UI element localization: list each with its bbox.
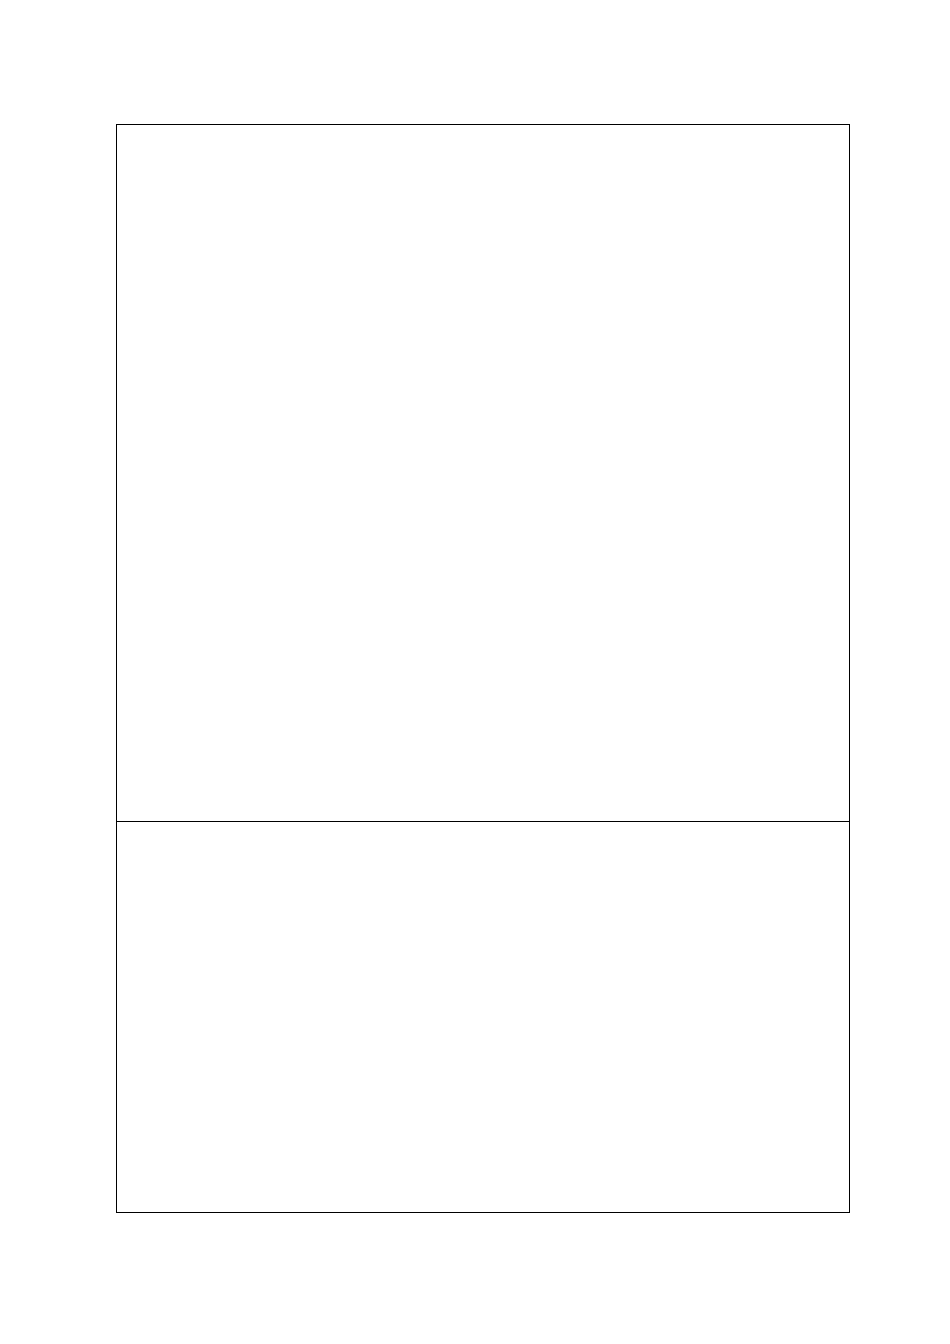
table-cell-top <box>116 124 850 822</box>
table-cell-bottom <box>116 821 850 1213</box>
